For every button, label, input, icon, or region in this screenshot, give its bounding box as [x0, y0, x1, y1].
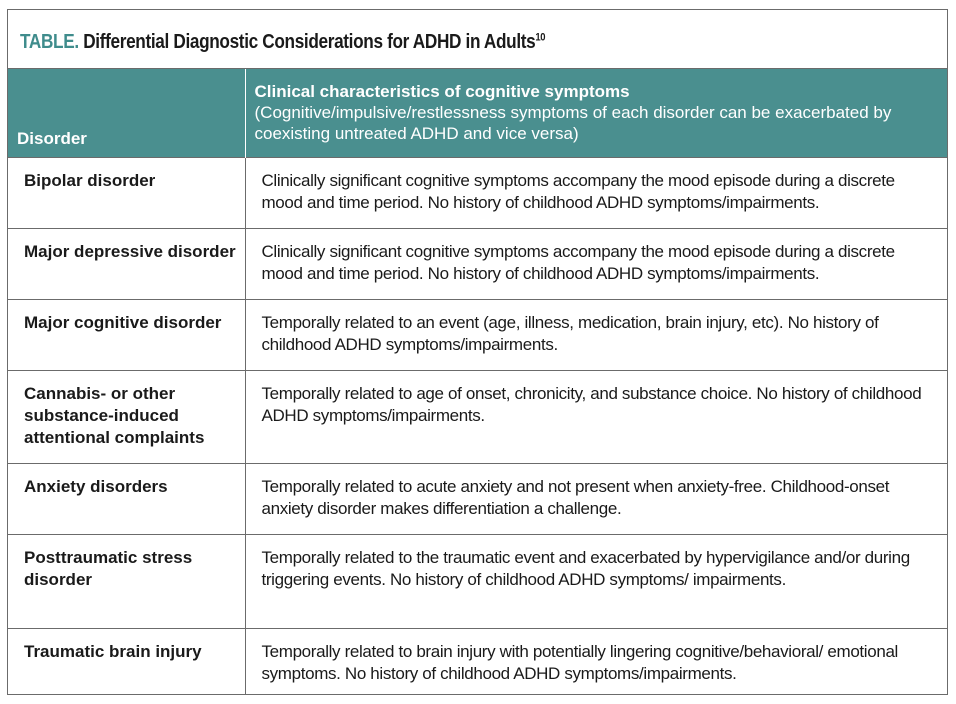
table-title	[20, 31, 545, 54]
table-row	[8, 157, 947, 228]
table-row	[8, 463, 947, 534]
disorder-cell: Anxiety disorders	[8, 463, 245, 534]
header-characteristics-subtitle: (Cognitive/impulsive/restlessness symptoms of each disorder can be exacerbated by coexisting untreated ADHD and vice versa)	[254, 103, 892, 143]
header-row	[8, 69, 947, 157]
table-row	[8, 299, 947, 370]
characteristics-cell: Clinically significant cognitive symptoms accompany the mood episode during a discrete mood and time period. No history of childhood ADHD symptoms/impairments.	[245, 157, 947, 228]
diagnostic-table	[8, 69, 947, 694]
characteristics-cell: Temporally related to brain injury with potentially lingering cognitive/behavioral/ emotional symptoms. No history of childhood ADHD symptoms/impairments.	[245, 628, 947, 694]
characteristics-cell: Temporally related to age of onset, chronicity, and substance choice. No history of childhood ADHD symptoms/impairments.	[245, 370, 947, 463]
header-disorder: Disorder	[8, 69, 245, 157]
table-row	[8, 370, 947, 463]
table-row	[8, 534, 947, 628]
table-frame	[7, 9, 948, 695]
table-label: TABLE.	[20, 31, 79, 53]
characteristics-cell: Temporally related to the traumatic event and exacerbated by hypervigilance and/or during triggering events. No history of childhood ADHD symptoms/ impairments.	[245, 534, 947, 628]
title-superscript: 10	[535, 31, 546, 44]
disorder-cell: Major depressive disorder	[8, 228, 245, 299]
characteristics-cell: Temporally related to an event (age, illness, medication, brain injury, etc). No history of childhood ADHD symptoms/impairments.	[245, 299, 947, 370]
table-title-text: Differential Diagnostic Considerations for ADHD in Adults	[83, 31, 536, 53]
disorder-cell: Cannabis- or other substance-induced attentional complaints	[8, 370, 245, 463]
disorder-cell: Posttraumatic stress disorder	[8, 534, 245, 628]
disorder-cell: Traumatic brain injury	[8, 628, 245, 694]
disorder-cell: Bipolar disorder	[8, 157, 245, 228]
characteristics-cell: Temporally related to acute anxiety and not present when anxiety-free. Childhood-onset anxiety disorder makes differentiation a challenge.	[245, 463, 947, 534]
header-characteristics	[245, 69, 947, 157]
characteristics-cell: Clinically significant cognitive symptoms accompany the mood episode during a discrete mood and time period. No history of childhood ADHD symptoms/impairments.	[245, 228, 947, 299]
table-row	[8, 228, 947, 299]
header-characteristics-title: Clinical characteristics of cognitive symptoms	[254, 82, 630, 101]
title-bar	[8, 10, 947, 69]
table-row	[8, 628, 947, 694]
disorder-cell: Major cognitive disorder	[8, 299, 245, 370]
